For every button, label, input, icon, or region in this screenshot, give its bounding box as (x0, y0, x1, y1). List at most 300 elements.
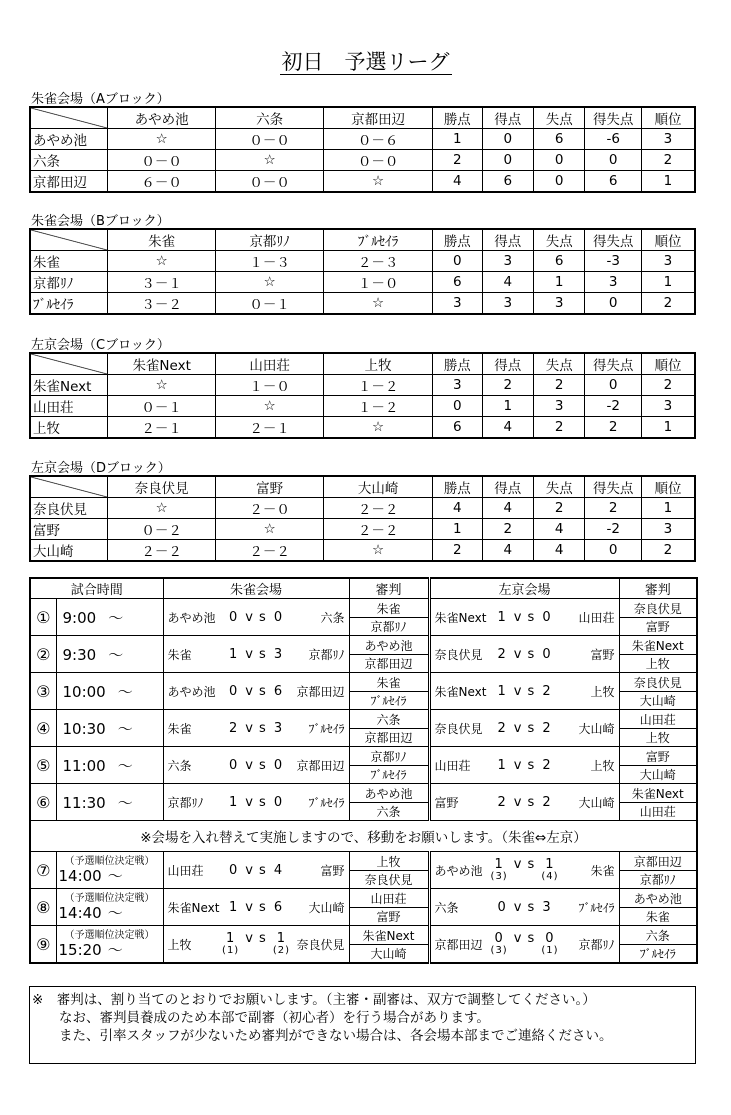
table-cell: 2 (533, 417, 584, 439)
time-line (57, 941, 163, 959)
table-cell: 6 (433, 272, 482, 293)
table-cell: ２－２ (324, 498, 433, 519)
league-row (30, 417, 695, 439)
table-cell: -2 (585, 519, 642, 540)
match-row (30, 710, 697, 747)
match (431, 720, 619, 737)
team-name: 京都ﾘﾉ (30, 272, 108, 293)
table-cell: ２－２ (108, 540, 216, 562)
referee-team: あやめ池 (364, 786, 413, 801)
referee-team: 六条 (645, 928, 670, 943)
team-name: 朱雀 (30, 251, 108, 272)
block-label: 左京会場（Cブロック） (31, 338, 170, 353)
table-cell: 6 (533, 251, 584, 272)
team-name: 上牧 (30, 417, 108, 439)
team-a: 奈良伏見 (434, 721, 483, 736)
venue1-match (163, 784, 349, 821)
diagonal-corner (30, 107, 108, 129)
team-a: 京都ﾘﾉ (167, 795, 204, 810)
goals-b: 3 (542, 899, 552, 915)
venue2-match (429, 926, 619, 964)
team-a: 富野 (434, 795, 459, 810)
referee-team: 六条 (350, 802, 428, 820)
wave-mark: ～ (108, 608, 124, 627)
team-name: 六条 (30, 150, 108, 171)
match-number: ④ (30, 710, 56, 747)
match-time (56, 710, 163, 747)
goals-b: 0 (273, 794, 284, 810)
vs-label: v s (245, 683, 267, 699)
score (229, 900, 283, 915)
goals-a: 0 (494, 931, 504, 946)
table-cell: 1 (641, 171, 695, 193)
venue1-match (163, 599, 349, 636)
time-line (57, 904, 163, 922)
referee-team: 大山崎 (620, 691, 697, 709)
table-cell: １－２ (324, 375, 433, 396)
table-cell: 0 (585, 375, 642, 396)
match-row (30, 599, 697, 636)
referee-team: 京都ﾘﾉ (350, 617, 428, 635)
match-time (56, 784, 163, 821)
team-a: あやめ池 (167, 610, 216, 625)
goals-a: 2 (497, 646, 507, 662)
referee-row (620, 890, 697, 908)
referee-list (350, 890, 428, 925)
venue2-referee (619, 599, 697, 636)
match-row (30, 747, 697, 784)
column-header: 富野 (216, 476, 324, 498)
goals-a: 2 (497, 794, 507, 810)
referee-team: 朱雀Next (631, 786, 684, 801)
referee-team: 六条 (376, 712, 401, 727)
table-cell: １－２ (324, 396, 433, 417)
table-cell: 4 (482, 272, 533, 293)
table-cell: ☆ (108, 498, 216, 519)
referee-team: 上牧 (620, 654, 697, 672)
table-cell: 6 (533, 129, 584, 150)
referee-team: 富野 (645, 749, 670, 764)
goals-a: 2 (497, 720, 507, 736)
goals-b: 6 (273, 683, 284, 699)
wave-mark: ～ (117, 756, 133, 775)
column-header: 京都ﾘﾉ (216, 229, 324, 251)
table-cell: ２－３ (324, 251, 433, 272)
referee-team: 富野 (350, 907, 428, 925)
wave-mark: ～ (107, 866, 123, 885)
venue1-referee (349, 636, 429, 673)
referee-list (620, 785, 697, 820)
match-time (56, 673, 163, 710)
referee-row (350, 637, 428, 655)
table-cell: 2 (585, 498, 642, 519)
table-cell: 4 (433, 171, 482, 193)
table-cell: 2 (641, 293, 695, 315)
diagonal-corner (30, 229, 108, 251)
page-title: 初日 予選リーグ (281, 50, 450, 74)
venue1-referee (349, 889, 429, 926)
table-cell: １－０ (324, 272, 433, 293)
table-cell: 3 (641, 396, 695, 417)
goals-a: 0 (228, 757, 239, 773)
referee-team: あやめ池 (633, 891, 682, 906)
time-value: 11:00 (62, 756, 106, 775)
table-cell: 2 (585, 417, 642, 439)
venue2-match (429, 673, 619, 710)
table-cell: ０－０ (324, 150, 433, 171)
referee-row (350, 853, 428, 871)
time-value: 9:00 (62, 608, 97, 627)
venue2-referee (619, 710, 697, 747)
referee-row (620, 691, 697, 709)
final-row (30, 926, 697, 964)
table-cell: ☆ (324, 171, 433, 193)
score (497, 900, 551, 915)
goals-a: 1 (497, 757, 507, 773)
team-b: 富野 (320, 863, 345, 878)
score (222, 931, 290, 957)
score (491, 931, 559, 957)
venue2-match (429, 599, 619, 636)
league-row (30, 498, 695, 519)
table-cell: 4 (482, 540, 533, 562)
referee-team: 山田荘 (370, 891, 407, 906)
goals-b: 0 (273, 757, 284, 773)
table-cell: 1 (641, 417, 695, 439)
team-name: ﾌﾞﾙｾｲﾗ (30, 293, 108, 315)
table-cell: 3 (585, 272, 642, 293)
match-time (56, 852, 163, 889)
team-b: ﾌﾞﾙｾｲﾗ (308, 795, 345, 810)
table-cell: ０－０ (216, 171, 324, 193)
table-cell: 2 (482, 375, 533, 396)
referee-row (620, 637, 697, 655)
referee-team: 朱雀Next (362, 928, 415, 943)
goals-a: 1 (228, 899, 239, 915)
table-cell: ３－２ (108, 293, 216, 315)
column-header: 勝点 (433, 476, 482, 498)
league-row (30, 375, 695, 396)
venue1-referee (349, 599, 429, 636)
table-cell: ６－０ (108, 171, 216, 193)
goals-b: 2 (542, 757, 552, 773)
match-number: ⑨ (30, 926, 56, 964)
score (229, 610, 283, 625)
goals-a: 0 (228, 862, 239, 878)
score (229, 795, 283, 810)
score (229, 647, 283, 662)
column-header: 順位 (641, 476, 695, 498)
referee-list (350, 711, 428, 746)
pk-a: (1) (222, 945, 240, 956)
table-cell: ☆ (324, 417, 433, 439)
league-table (29, 352, 696, 439)
time-line (57, 867, 163, 885)
score (497, 795, 551, 810)
venue2-referee (619, 747, 697, 784)
referee-row (620, 944, 697, 962)
pk-a: (3) (490, 945, 508, 956)
score-b (273, 933, 290, 957)
referee-row (620, 728, 697, 746)
table-cell: ０－１ (108, 396, 216, 417)
match-number: ① (30, 599, 56, 636)
column-header: あやめ池 (108, 107, 216, 129)
goals-b: 3 (273, 646, 284, 662)
column-header: 得失点 (585, 353, 642, 375)
column-header: 順位 (641, 229, 695, 251)
table-cell: 2 (533, 498, 584, 519)
table-cell: 2 (641, 150, 695, 171)
table-cell: ２－０ (216, 498, 324, 519)
vs-label: v s (513, 609, 536, 625)
table-cell: 1 (433, 129, 482, 150)
venue-swap-notice: ※会場を入れ替えて実施しますので、移動をお願いします。（朱雀⇔左京） (30, 821, 697, 852)
team-b: 富野 (590, 647, 615, 662)
goals-a: 1 (228, 794, 239, 810)
referee-row (350, 728, 428, 746)
venue2-referee (619, 889, 697, 926)
vs-label: v s (513, 931, 536, 946)
score (229, 863, 283, 878)
table-cell: 3 (533, 396, 584, 417)
table-cell: 0 (585, 150, 642, 171)
final-row (30, 889, 697, 926)
referee-list (350, 785, 428, 820)
vs-label: v s (245, 646, 267, 662)
referee-row (620, 674, 697, 692)
final-label: （予選順位決定戦） (64, 929, 155, 941)
referee-list (620, 600, 697, 635)
match (164, 757, 349, 774)
match (164, 609, 349, 626)
team-a: 山田荘 (434, 758, 471, 773)
team-b: 上牧 (590, 758, 615, 773)
score (497, 647, 551, 662)
goals-b: 3 (273, 720, 284, 736)
wave-mark: ～ (117, 793, 133, 812)
team-b: 京都ﾘﾉ (308, 647, 345, 662)
referee-team: 大山崎 (620, 765, 697, 783)
table-cell: 3 (533, 293, 584, 315)
venue2-match (429, 710, 619, 747)
ref1-header: 審判 (349, 578, 429, 599)
referee-team: あやめ池 (364, 638, 413, 653)
goals-a: 2 (228, 720, 239, 736)
referee-row (620, 853, 697, 871)
time-value: 10:00 (62, 682, 106, 701)
referee-row (620, 711, 697, 729)
referee-team: ﾌﾞﾙｾｲﾗ (350, 691, 428, 709)
venue2-referee (619, 784, 697, 821)
league-table (29, 228, 696, 315)
match-row (30, 636, 697, 673)
score-b (541, 933, 558, 957)
goals-b: 0 (542, 609, 552, 625)
table-cell: ３－１ (108, 272, 216, 293)
table-cell: 3 (482, 251, 533, 272)
table-cell: 2 (482, 519, 533, 540)
table-cell: ☆ (216, 272, 324, 293)
table-cell: ２－２ (324, 519, 433, 540)
referee-row (350, 890, 428, 908)
referee-list (620, 853, 697, 888)
goals-b: 1 (276, 931, 287, 946)
pk-b: (4) (541, 871, 559, 882)
goals-a: 0 (497, 899, 507, 915)
match (164, 683, 349, 700)
vs-label: v s (245, 931, 267, 946)
table-cell: 2 (641, 375, 695, 396)
time-value: 15:20 (58, 940, 102, 959)
table-cell: １－３ (216, 251, 324, 272)
pk-b: (2) (272, 945, 290, 956)
referee-team: 山田荘 (620, 802, 697, 820)
venue2-referee (619, 673, 697, 710)
referee-row (620, 927, 697, 945)
goals-a: 1 (497, 609, 507, 625)
referee-row (620, 802, 697, 820)
score-a (491, 933, 508, 957)
venue2-match (429, 747, 619, 784)
league-row (30, 129, 695, 150)
league-header-row (30, 476, 695, 498)
column-header: 朱雀 (108, 229, 216, 251)
table-cell: ☆ (324, 293, 433, 315)
referee-team: 朱雀 (376, 675, 401, 690)
final-row (30, 852, 697, 889)
team-b: 大山崎 (578, 795, 615, 810)
table-cell: 2 (433, 540, 482, 562)
venue1-match (163, 926, 349, 964)
table-cell: 6 (482, 171, 533, 193)
referee-row (350, 802, 428, 820)
goals-b: 1 (545, 857, 555, 872)
schedule-header (30, 578, 697, 599)
score (497, 610, 551, 625)
column-header: 得失点 (585, 476, 642, 498)
wave-mark: ～ (107, 940, 123, 959)
table-cell: 4 (533, 540, 584, 562)
match-number: ⑦ (30, 852, 56, 889)
match-time (56, 599, 163, 636)
table-cell: ０－６ (324, 129, 433, 150)
team-a: 六条 (167, 758, 192, 773)
score (497, 684, 551, 699)
column-header: 失点 (533, 229, 584, 251)
referee-row (350, 617, 428, 635)
diagonal-corner (30, 476, 108, 498)
venue1-match (163, 673, 349, 710)
footnote-line: なお、審判員養成のため本部で副審（初心者）を行う場合があります。 (32, 1010, 490, 1026)
table-cell: 3 (641, 519, 695, 540)
table-cell: １－０ (216, 375, 324, 396)
team-name: あやめ池 (30, 129, 108, 150)
table-cell: -3 (585, 251, 642, 272)
time-value: 10:30 (62, 719, 106, 738)
score (497, 758, 551, 773)
referee-list (350, 927, 428, 962)
venue2-match (429, 784, 619, 821)
table-cell: ０－２ (108, 519, 216, 540)
match (431, 794, 619, 811)
goals-b: 0 (545, 931, 555, 946)
column-header: 京都田辺 (324, 107, 433, 129)
table-cell: ☆ (216, 150, 324, 171)
column-header: 得点 (482, 229, 533, 251)
table-cell: ２－１ (216, 417, 324, 439)
wave-mark: ～ (107, 903, 123, 922)
final-label: （予選順位決定戦） (64, 892, 155, 904)
goals-b: 6 (273, 899, 284, 915)
score (229, 721, 283, 736)
goals-b: 0 (273, 609, 284, 625)
column-header: 勝点 (433, 107, 482, 129)
match-time (56, 747, 163, 784)
table-cell: 4 (482, 498, 533, 519)
referee-row (620, 600, 697, 618)
table-cell: 0 (482, 150, 533, 171)
table-cell: 0 (433, 251, 482, 272)
league-row (30, 396, 695, 417)
team-a: あやめ池 (167, 684, 216, 699)
table-cell: 6 (433, 417, 482, 439)
wave-mark: ～ (108, 645, 124, 664)
referee-team: 朱雀 (620, 907, 697, 925)
table-cell: 0 (533, 171, 584, 193)
score-a (222, 933, 239, 957)
referee-team: 奈良伏見 (633, 675, 682, 690)
team-a: 京都田辺 (434, 937, 483, 952)
team-a: 朱雀 (167, 647, 192, 662)
team-a: 山田荘 (167, 863, 204, 878)
league-header-row (30, 107, 695, 129)
referee-list (620, 890, 697, 925)
match-number: ② (30, 636, 56, 673)
table-cell: 3 (641, 129, 695, 150)
referee-list (350, 600, 428, 635)
match (164, 931, 349, 957)
pk-a: (3) (490, 871, 508, 882)
referee-list (350, 674, 428, 709)
score-b (541, 859, 558, 883)
venue1-match (163, 852, 349, 889)
referee-team: ﾌﾞﾙｾｲﾗ (350, 765, 428, 783)
goals-a: 1 (228, 646, 239, 662)
referee-team: 上牧 (376, 854, 401, 869)
referee-team: 京都田辺 (633, 854, 682, 869)
column-header: 順位 (641, 353, 695, 375)
time-value: 14:40 (58, 903, 102, 922)
referee-row (350, 748, 428, 766)
team-name: 京都田辺 (30, 171, 108, 193)
venue2-referee (619, 852, 697, 889)
table-cell: 2 (533, 375, 584, 396)
wave-mark: ～ (117, 682, 133, 701)
score (229, 758, 283, 773)
referee-row (350, 870, 428, 888)
team-b: 山田荘 (578, 610, 615, 625)
goals-a: 1 (497, 683, 507, 699)
team-b: 奈良伏見 (296, 937, 345, 952)
team-b: 朱雀 (590, 863, 615, 878)
column-header: 得点 (482, 353, 533, 375)
column-header: 上牧 (324, 353, 433, 375)
referee-row (350, 927, 428, 945)
score (497, 721, 551, 736)
column-header: 得点 (482, 476, 533, 498)
table-cell: ☆ (108, 375, 216, 396)
